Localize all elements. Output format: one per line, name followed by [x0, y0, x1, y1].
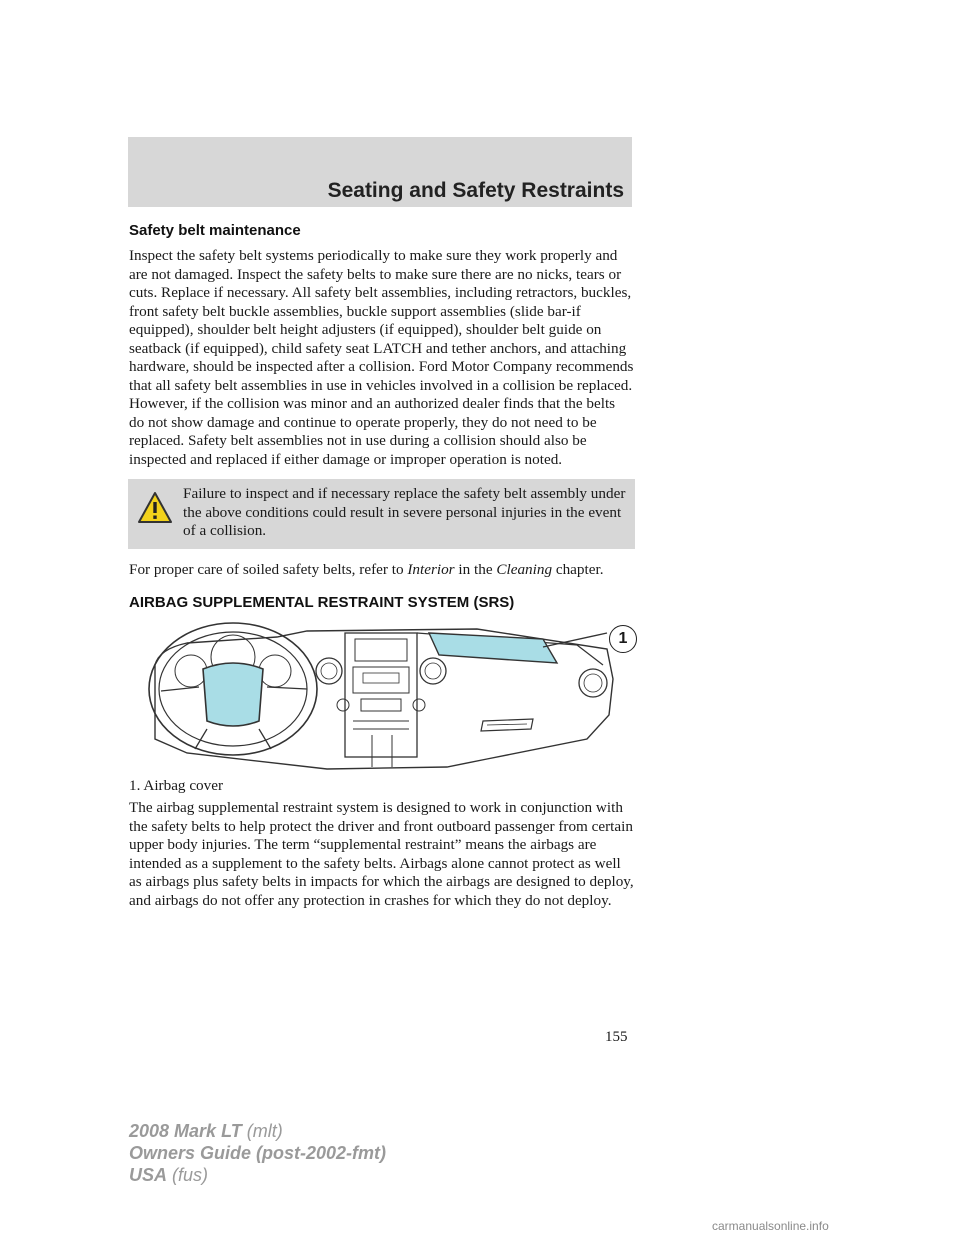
footer-model-code: (mlt)	[246, 1121, 283, 1141]
footer-market: USA	[129, 1165, 168, 1185]
cleaning-reference: Cleaning	[496, 561, 553, 578]
maintenance-paragraph: Inspect the safety belt systems periodically to make sure they work properly and are not damaged. Inspect the safety belts to make sure there are no nicks, tears or cuts. Replace if necessary. All safety belt assemblies, including retractors, buckles, front safety belt buckle assemblies, buckle support assemblies (slide bar-if equipped), shoulder belt height adjusters (if equipped), shoulder belt guide on seatback (if equipped), child safety seat LATCH and tether anchors, and attaching hardware, should be inspected after a collision. Ford Motor Company recommends that all safety belt assemblies in use in vehicles involved in a collision be replaced. However, if the collision was minor and an authorized dealer finds that the belts do not show damage and continue to operate properly, they do not need to be replaced. Safety belt assemblies not in use during a collision should also be inspected and replaced if either damage or improper operation is noted.	[129, 247, 634, 468]
footer-market-code: (fus)	[172, 1165, 209, 1185]
watermark: carmanualsonline.info	[712, 1219, 829, 1233]
care-prefix: For proper care of soiled safety belts, refer to	[129, 561, 408, 578]
warning-text: Failure to inspect and if necessary replace the safety belt assembly under the above conditions could result in severe personal injuries in the event of a collision.	[183, 485, 626, 539]
warning-box	[128, 479, 635, 549]
document-footer	[129, 1120, 386, 1186]
passenger-airbag-cover	[429, 633, 557, 663]
warning-triangle-icon	[137, 491, 173, 525]
maintenance-heading: Safety belt maintenance	[129, 222, 301, 239]
dashboard-drawing	[147, 619, 617, 771]
care-paragraph	[129, 561, 634, 580]
footer-guide: Owners Guide (post-2002-fmt)	[129, 1143, 387, 1163]
dashboard-illustration	[147, 619, 628, 771]
chapter-header-band	[128, 137, 632, 207]
srs-paragraph: The airbag supplemental restraint system is designed to work in conjunction with the safety belts to help protect the driver and front outboard passenger from certain upper body injuries. The term “supplemental restraint” means the airbags are intended as a supplement to the safety belts. Airbags alone cannot protect as well as airbags plus safety belts in impacts for which the airbags are designed to deploy, and airbags do not offer any protection in crashes for which they do not deploy.	[129, 799, 634, 909]
callout-number: 1	[609, 625, 637, 653]
page-content	[129, 222, 634, 920]
page-number: 155	[605, 1029, 628, 1045]
srs-heading: AIRBAG SUPPLEMENTAL RESTRAINT SYSTEM (SRS)	[129, 593, 515, 611]
chapter-title: Seating and Safety Restraints	[327, 179, 624, 202]
care-middle: in the	[454, 561, 497, 578]
driver-airbag-cover	[203, 663, 263, 726]
care-suffix: chapter.	[552, 561, 604, 578]
interior-reference: Interior	[407, 561, 455, 578]
figure-caption: 1. Airbag cover	[129, 776, 224, 794]
footer-model: 2008 Mark LT	[129, 1121, 242, 1141]
